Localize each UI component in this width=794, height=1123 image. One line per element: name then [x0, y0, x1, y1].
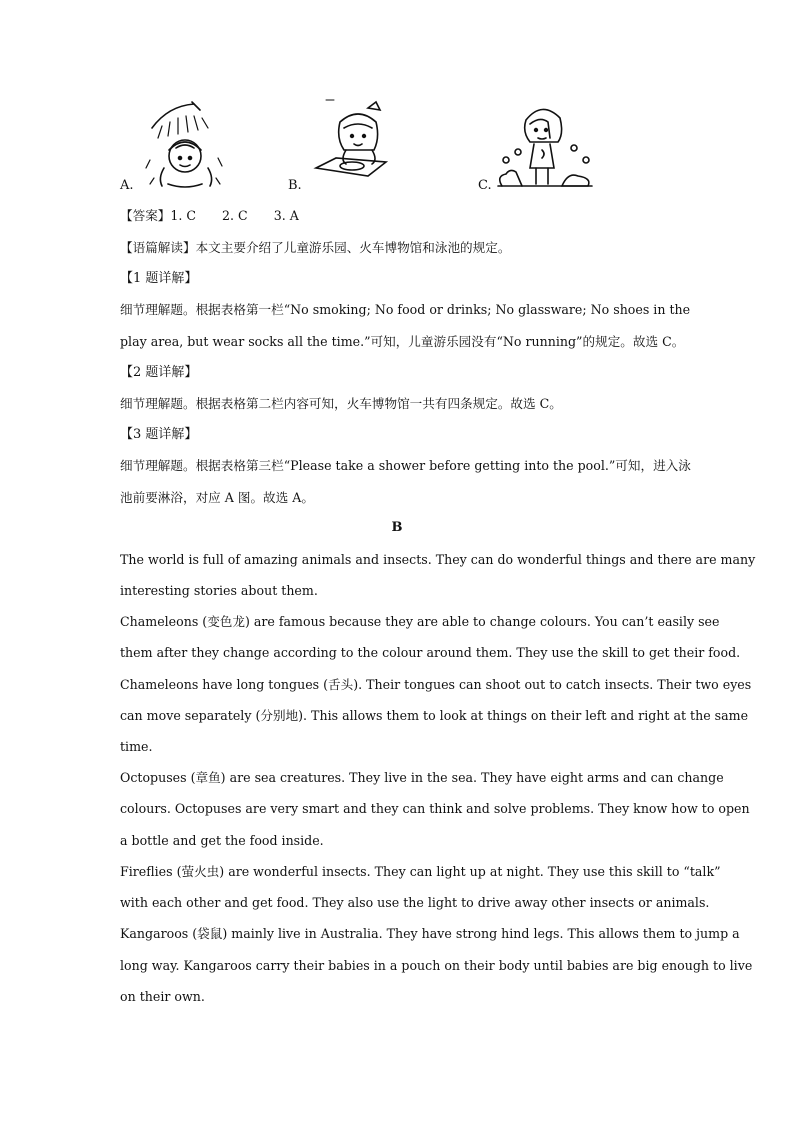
q2-heading: 【2 题详解】	[120, 365, 198, 380]
q3-heading: 【3 题详解】	[120, 427, 198, 442]
answer-item: 3. A	[273, 208, 299, 223]
passage-line: with each other and get food. They also use the light to drive away other insects or animals.	[120, 895, 710, 910]
shower-picture	[138, 98, 230, 190]
option-a-label: A.	[120, 178, 134, 193]
answer-item: 1. C	[170, 208, 197, 223]
passage-line: Chameleons have long tongues (舌头). Their tongues can shoot out to catch insects. Their two eyes	[120, 677, 752, 692]
eating-picture	[306, 98, 394, 186]
passage-line: Octopuses (章鱼) are sea creatures. They live in the sea. They have eight arms and can change	[120, 770, 724, 785]
passage-line: a bottle and get the food inside.	[120, 833, 324, 848]
passage-line: can move separately (分别地). This allows them to look at things on their left and right at the same	[120, 708, 749, 723]
passage-line: Kangaroos (袋鼠) mainly live in Australia. They have strong hind legs. This allows them to jump a	[120, 926, 740, 941]
reading-summary: 【语篇解读】本文主要介绍了儿童游乐园、火车博物馆和泳池的规定。	[120, 240, 511, 255]
passage-line: time.	[120, 739, 153, 754]
standing-girl-picture	[492, 98, 598, 190]
q1-heading: 【1 题详解】	[120, 271, 198, 286]
section-heading: B	[391, 520, 403, 535]
q1-explanation-line: play area, but wear socks all the time.”可知，儿童游乐园没有“No running”的规定。故选 C。	[120, 334, 685, 349]
passage-line: on their own.	[120, 989, 205, 1004]
passage-line: Fireflies (萤火虫) are wonderful insects. They can light up at night. They use this skill to “talk”	[120, 864, 721, 879]
passage-line: interesting stories about them.	[120, 583, 318, 598]
q3-explanation-line: 池前要淋浴，对应 A 图。故选 A。	[120, 490, 314, 505]
answer-label: 【答案】	[120, 208, 171, 223]
passage-line: them after they change according to the colour around them. They use the skill to get their food.	[120, 645, 741, 660]
answer-item: 2. C	[222, 208, 248, 223]
option-c-label: C.	[478, 178, 492, 193]
q1-explanation-line: 细节理解题。根据表格第一栏“No smoking; No food or drinks; No glassware; No shoes in the	[120, 302, 691, 317]
passage-line: The world is full of amazing animals and insects. They can do wonderful things and there are many	[120, 552, 756, 567]
passage-line: Chameleons (变色龙) are famous because they are able to change colours. You can’t easily see	[120, 614, 720, 629]
answer-line	[120, 208, 675, 224]
passage-line: colours. Octopuses are very smart and they can think and solve problems. They know how to open	[120, 801, 750, 816]
option-b-label: B.	[288, 178, 302, 193]
q3-explanation-line: 细节理解题。根据表格第三栏“Please take a shower before getting into the pool.”可知，进入泳	[120, 458, 691, 473]
passage-line: long way. Kangaroos carry their babies in a pouch on their body until babies are big enough to live	[120, 958, 753, 973]
q2-explanation-line: 细节理解题。根据表格第二栏内容可知，火车博物馆一共有四条规定。故选 C。	[120, 396, 562, 411]
